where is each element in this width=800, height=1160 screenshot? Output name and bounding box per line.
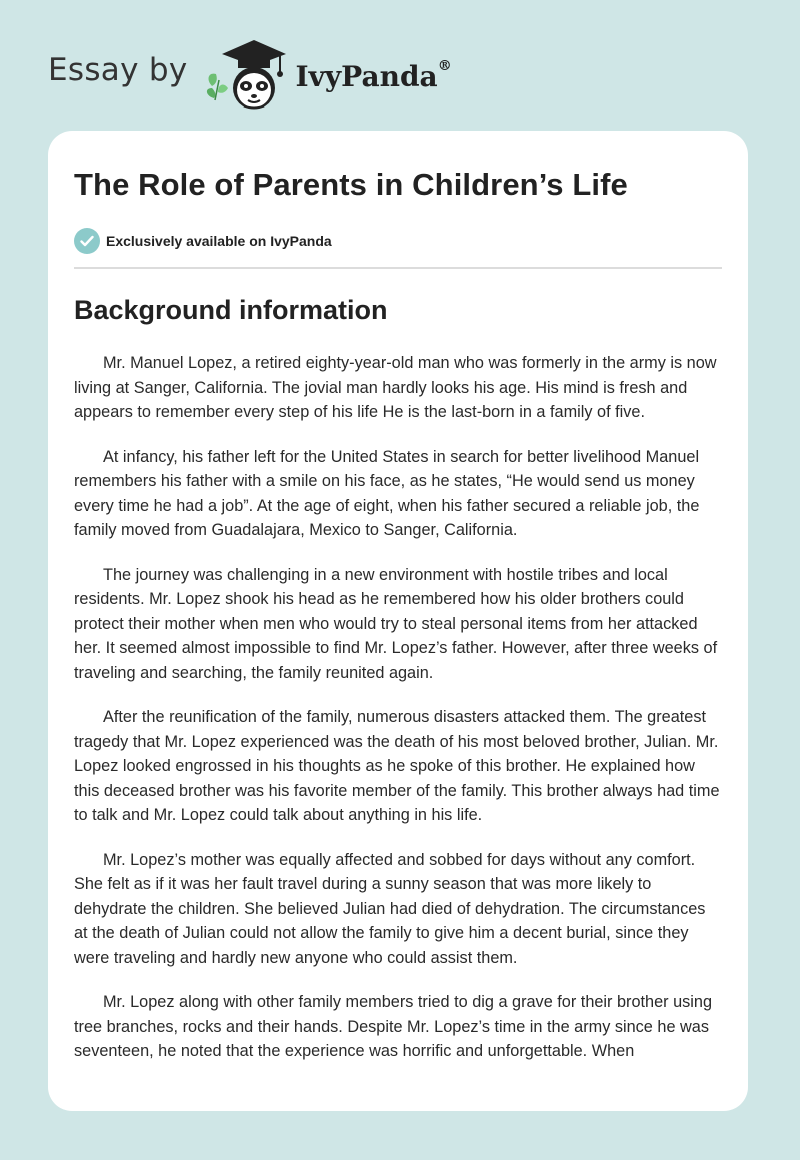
- paragraph: Mr. Manuel Lopez, a retired eighty-year-old man who was formerly in the army is now living at Sanger, California. The jovial man hardly looks his age. His mind is fresh and appears to remember every step of his life He is the last-born in a family of five.: [74, 354, 717, 421]
- exclusive-badge: [74, 227, 722, 255]
- section-heading: Background information: [74, 295, 388, 325]
- divider: [74, 267, 722, 269]
- brand-text: IvyPanda: [295, 59, 438, 93]
- graduation-panda-icon[interactable]: [202, 36, 292, 112]
- paragraph: At infancy, his father left for the United States in search for better livelihood Manuel remembers his father with a smile on his face, as he states, “He would send us money every time he had a job”. At the age of eight, when his father secured a reliable job, the family moved from Guadalajara, Mexico to Sanger, California.: [74, 447, 700, 539]
- essay-content: [48, 131, 748, 1064]
- paragraph: Mr. Lopez’s mother was equally affected and sobbed for days without any comfort. She felt as if it was her fault travel during a sunny season that was more likely to dehydrate the children. She believed Julian had died of dehydration. The circumstances at the death of Julian could not allow the family to give him a decent burial, since they were traveling and hardly new anyone who could assist them.: [74, 850, 706, 967]
- check-circle-icon: [74, 228, 100, 254]
- site-header: [48, 36, 452, 112]
- page-title: The Role of Parents in Children’s Life: [74, 167, 628, 202]
- brand-name[interactable]: [295, 57, 452, 93]
- paragraph: Mr. Lopez along with other family members tried to dig a grave for their brother using tree branches, rocks and their hands. Despite Mr. Lopez’s time in the army since he was seventeen, he noted that the experience was horrific and unforgettable. When: [74, 993, 713, 1060]
- essay-body: [74, 351, 722, 1064]
- paragraph: The journey was challenging in a new environment with hostile tribes and local residents. Mr. Lopez shook his head as he remembered how his older brothers could protect their mother when men who would try to steal personal items from her attacked her. It seemed almost impossible to find Mr. Lopez’s father. However, after three weeks of traveling and searching, the family reunited again.: [74, 565, 718, 682]
- essay-by-label: Essay by: [48, 52, 188, 88]
- essay-card: [48, 131, 748, 1111]
- registered-mark: ®: [437, 57, 452, 74]
- paragraph: After the reunification of the family, numerous disasters attacked them. The greatest tragedy that Mr. Lopez experienced was the death of his most beloved brother, Julian. Mr. Lopez looked engrossed in his thoughts as he spoke of this brother. He explained how this deceased brother was his favorite member of the family. This brother always had time to talk and Mr. Lopez could talk about anything in his life.: [74, 708, 720, 824]
- badge-label: Exclusively available on IvyPanda: [106, 233, 332, 249]
